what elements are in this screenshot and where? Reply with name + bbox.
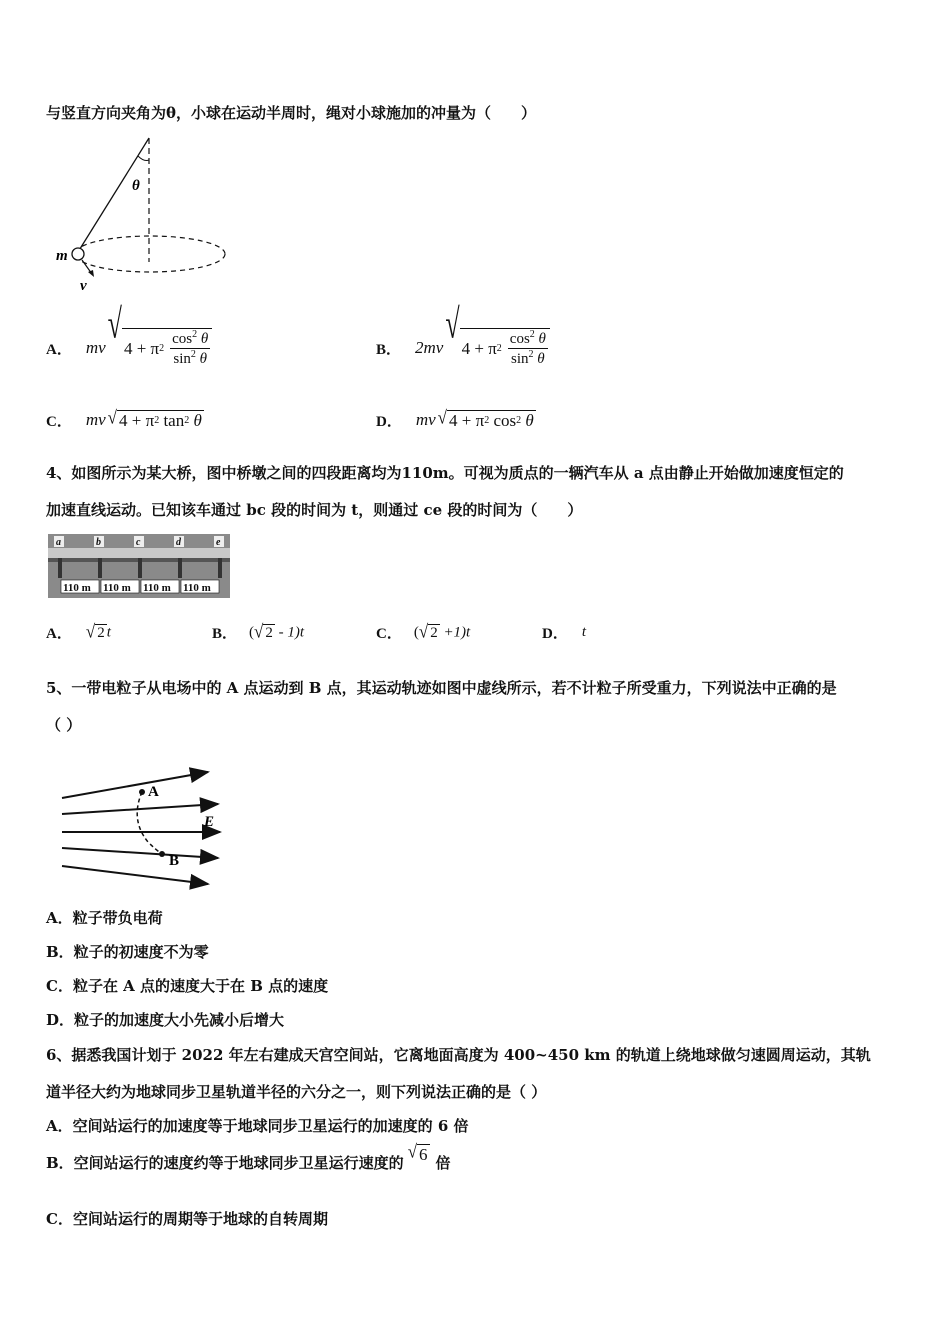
q6-line1: 6、据悉我国计划于 2022 年左右建成天宫空间站，它离地面高度为 400~450 km 的轨道上绕地球做匀速圆周运动，其轨 (46, 1046, 871, 1064)
q6-option-b[interactable]: B．空间站运行的速度约等于地球同步卫星运行速度的 √ 6 倍 (46, 1140, 451, 1172)
span-1: 110 m (63, 582, 91, 594)
field-line-5 (62, 866, 208, 884)
point-c: c (136, 537, 141, 548)
q6-option-a[interactable]: A．空间站运行的加速度等于地球同步卫星运行的加速度的 6 倍 (46, 1117, 469, 1135)
coef: mv (415, 410, 436, 429)
option-letter: A． (46, 341, 72, 358)
coef: mv (85, 338, 106, 357)
point-b: b (96, 537, 101, 548)
q5-line1: 5、一带电粒子从电场中的 A 点运动到 B 点，其运动轨迹如图中虚线所示，若不计粒子所受重力，下列说法中正确的是 (46, 679, 837, 697)
option-letter: A． (46, 626, 72, 642)
tail-var: θ (525, 410, 534, 430)
string-line (78, 138, 149, 252)
radicand: 2 (265, 624, 273, 641)
radicand: 2 (430, 624, 438, 641)
sup: 2 (154, 415, 160, 426)
q4-option-a[interactable]: A． √ 2 t (46, 620, 111, 642)
option-b-suffix: 倍 (435, 1154, 451, 1172)
q3-option-c[interactable]: C． mv √ 4 + π 2 tan 2 θ (46, 406, 202, 430)
q3-option-d[interactable]: D． mv √ 4 + π 2 cos 2 θ (376, 406, 534, 430)
expr-post: t (581, 624, 587, 640)
ball (72, 248, 84, 260)
q4-line2: 加速直线运动。已知该车通过 bc 段的时间为 t，则通过 ce 段的时间为（ ） (46, 501, 583, 519)
inner: 4 + π (119, 410, 155, 430)
q5-option-c[interactable]: C．粒子在 A 点的速度大于在 B 点的速度 (46, 977, 329, 995)
num-var: θ (200, 331, 209, 347)
num-sup: 2 (529, 329, 535, 340)
den-sup: 2 (190, 349, 196, 360)
q4-option-b[interactable]: B． ( √ 2 - 1)t (212, 620, 305, 642)
num: cos (172, 331, 193, 347)
sup: 2 (159, 343, 165, 354)
trajectory (137, 792, 162, 854)
q5-option-a[interactable]: A．粒子带负电荷 (46, 909, 163, 927)
option-letter: C． (376, 626, 402, 642)
den: sin (511, 351, 529, 367)
tail: cos (493, 410, 517, 430)
point-e: e (216, 537, 221, 548)
label-e: E (204, 814, 215, 830)
theta-label: θ (132, 178, 140, 194)
mass-label: m (56, 248, 68, 264)
q5-option-d[interactable]: D．粒子的加速度大小先减小后增大 (46, 1011, 285, 1029)
expr-post: - 1)t (274, 623, 305, 640)
point-a (139, 789, 145, 795)
tail: tan (163, 410, 185, 430)
field-line-2 (62, 804, 218, 814)
q3-option-a[interactable]: A． mv √ 4 + π 2 $\frac{\cos^2 \theta}{\sin^2 \theta}$ (46, 318, 212, 378)
num-var: θ (538, 331, 546, 347)
q6-option-c[interactable]: C．空间站运行的周期等于地球的自转周期 (46, 1210, 328, 1228)
span-3: 110 m (143, 582, 171, 594)
radicand: 6 (419, 1145, 428, 1164)
inner: 4 + π (449, 410, 485, 430)
label-a: A (148, 784, 159, 800)
q6-line2: 道半径大约为地球同步卫星轨道半径的六分之一，则下列说法正确的是（ ） (46, 1083, 547, 1101)
bridge-deck (48, 548, 230, 558)
den-sup: 2 (528, 349, 534, 360)
span-2: 110 m (103, 582, 131, 594)
label-b: B (169, 853, 180, 869)
tail-sup: 2 (516, 415, 522, 426)
option-letter: C． (46, 413, 72, 430)
q4-option-c[interactable]: C． ( √ 2 +1)t (376, 620, 471, 642)
q5-line2: （ ） (46, 716, 82, 734)
expr-post: +1)t (439, 623, 471, 640)
q3-stem: 与竖直方向夹角为θ，小球在运动半周时，绳对小球施加的冲量为（ ） (46, 104, 537, 122)
electric-field-figure (56, 762, 222, 892)
velocity-arrowhead (88, 270, 94, 277)
field-line-4 (62, 848, 218, 858)
option-letter: B． (212, 626, 238, 642)
inner: 4 + π (123, 338, 160, 358)
tail-var: θ (193, 410, 202, 430)
expr-pre: ( (249, 623, 255, 640)
field-line-1 (62, 772, 208, 798)
q4-line1: 4、如图所示为某大桥，图中桥墩之间的四段距离均为110m。可视为质点的一辆汽车从 a 点由静止开始做加速度恒定的 (46, 464, 844, 482)
orbit-ellipse (75, 236, 225, 272)
num-sup: 2 (192, 329, 198, 340)
sup: 2 (496, 343, 502, 354)
span-4: 110 m (183, 582, 211, 594)
point-b (159, 851, 165, 857)
bridge-figure (48, 534, 230, 598)
den-var: θ (537, 351, 545, 367)
sup: 2 (484, 415, 490, 426)
point-d: d (176, 537, 181, 548)
angle-arc (138, 156, 149, 161)
option-letter: D． (376, 413, 402, 430)
q5-option-b[interactable]: B．粒子的初速度不为零 (46, 943, 209, 961)
q3-option-b[interactable]: B． 2mv √ 4 + π 2 $\frac{\cos^2 \theta}{\sin^2 \theta}$ (376, 318, 550, 378)
radicand: 2 (97, 624, 105, 641)
num: cos (509, 331, 530, 347)
expr-pre: ( (413, 623, 419, 640)
conical-pendulum-figure (48, 132, 238, 294)
inner: 4 + π (461, 338, 497, 358)
tail-sup: 2 (184, 415, 190, 426)
coef: 2mv (415, 338, 444, 357)
option-letter: B． (376, 341, 402, 358)
den: sin (173, 351, 191, 367)
option-letter: D． (542, 626, 568, 642)
point-a: a (56, 537, 61, 548)
den-var: θ (199, 351, 207, 367)
option-b-text: B．空间站运行的速度约等于地球同步卫星运行速度的 (46, 1154, 404, 1172)
coef: mv (85, 410, 106, 429)
velocity-label: v (80, 278, 87, 294)
expr-post: t (106, 623, 111, 640)
q4-option-d[interactable] (542, 622, 586, 643)
